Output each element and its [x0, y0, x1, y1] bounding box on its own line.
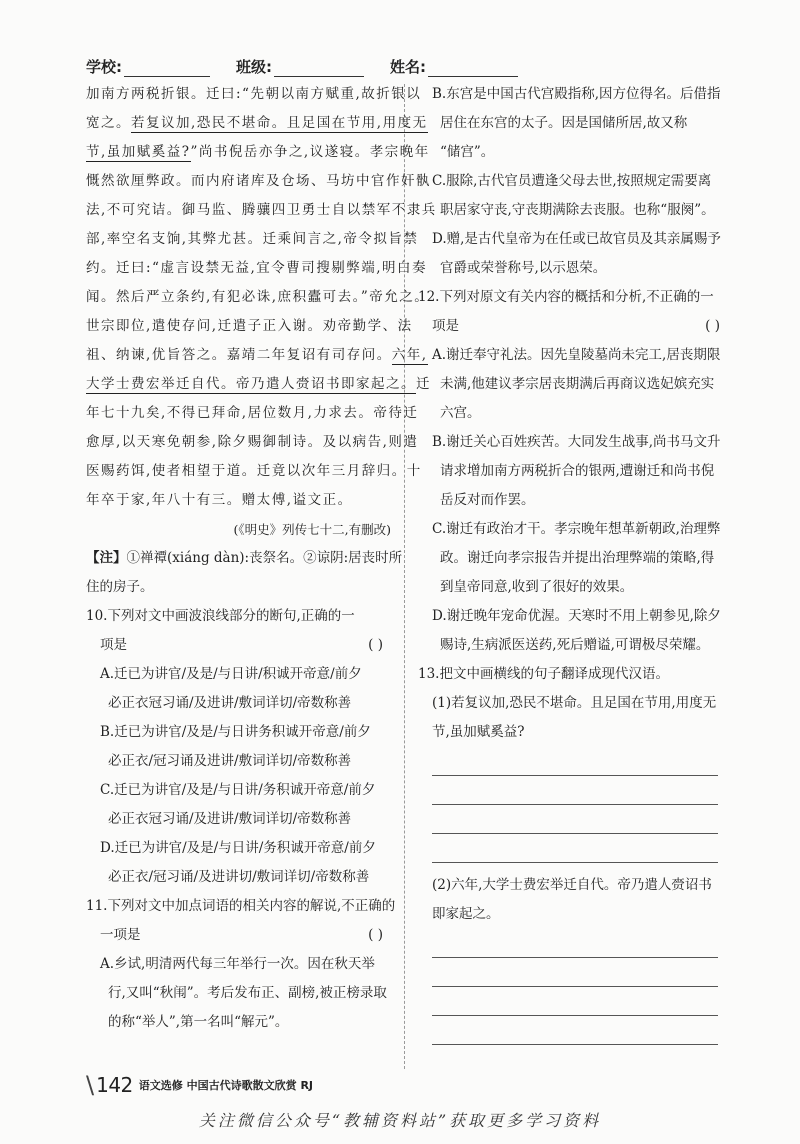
bottom-promo-text: 关注微信公众号“教辅资料站”获取更多学习资料: [198, 1111, 602, 1130]
q11-option-a[interactable]: A.乡试,明清两代每三年举行一次。因在秋天举: [100, 956, 375, 972]
q12-answer-bracket[interactable]: ( ): [705, 318, 720, 334]
class-field[interactable]: [236, 56, 364, 77]
question-10: [86, 602, 391, 892]
q12-option-d-cont: 赐诗,生病派医送药,死后赠谥,可谓极尽荣耀。: [440, 637, 710, 653]
q12-option-d[interactable]: D.谢迁晚年宠命优渥。天寒时不用上朝参见,除夕: [432, 608, 721, 624]
q10-option-b-cont: 必正衣/冠习诵及进讲/敷词详切/帝数称善: [108, 753, 352, 769]
school-label: 学校:: [86, 58, 122, 76]
q11-stem-row: [86, 921, 391, 950]
q11-option-b-cont: “储宫”。: [440, 144, 495, 160]
name-field[interactable]: [390, 56, 518, 77]
passage-line: 部,率空名支饷,其弊尤甚。迁乘间言之,帝令拟旨禁: [86, 231, 419, 247]
right-column: [418, 80, 728, 1045]
q13-sentence-1: (1)若复议加,恐民不堪命。且足国在节用,用度无: [432, 695, 717, 711]
q12-option-b-cont: 请求增加南方两税折合的银两,遭谢迁和尚书倪: [440, 463, 715, 479]
q13-answer-line-2[interactable]: [432, 1016, 718, 1045]
q11-option-d-cont: 官爵或荣誉称号,以示恩荣。: [440, 260, 607, 276]
question-11: [86, 892, 396, 1037]
q10-option-c[interactable]: C.迁已为讲官/及是/与日讲/务积诚开帝意/前夕: [100, 782, 376, 798]
student-info-header: [86, 50, 726, 80]
underlined-sentence-2-end: 大学士费宏举迁自代。帝乃遣人赍诏书即家起之。: [86, 376, 416, 392]
passage-text: 祖、纳谏,优旨答之。嘉靖二年复诏有司存问。: [86, 347, 392, 363]
page-number: 142: [96, 1073, 133, 1097]
passage-line: [86, 370, 431, 399]
q13-sentence-2: (2)六年,大学士费宏举迁自代。帝乃遣人赍诏书: [432, 877, 712, 893]
passage-line: 年七十九矣,不得已拜命,居位数月,力求去。帝待迁: [86, 405, 419, 421]
passage-line: 加南方两税折银。迁曰:“先朝以南方赋重,故折银以: [86, 86, 422, 102]
q13-answer-line-2[interactable]: [432, 958, 718, 987]
q13-answer-line-1[interactable]: [432, 805, 718, 834]
q12-stem-row: [418, 312, 728, 341]
passage-line: 愈厚,以天寒免朝参,除夕赐御制诗。及以病告,则遣: [86, 434, 419, 450]
q11-option-a-cont: 行,又叫“秋闱”。考后发布正、副榜,被正榜录取: [108, 985, 387, 1001]
q11-answer-bracket[interactable]: ( ): [368, 927, 383, 943]
q10-option-a[interactable]: A.迁已为讲官/及是/与日讲/积诚开帝意/前夕: [100, 666, 362, 682]
q13-answer-line-1[interactable]: [432, 834, 718, 863]
q10-option-a-cont: 必正衣冠习诵/及进讲/敷词详切/帝数称善: [108, 695, 352, 711]
q13-answer-line-1[interactable]: [432, 776, 718, 805]
note-line: [86, 544, 403, 573]
left-column: [86, 80, 437, 1037]
q13-answer-line-2[interactable]: [432, 929, 718, 958]
passage-line: [86, 109, 428, 138]
q11-stem-end: 一项是: [100, 927, 141, 943]
q11-option-b-cont: 居住在东宫的太子。因是国储所居,故又称: [440, 115, 688, 131]
q12-option-a-cont: 六宫。: [440, 405, 481, 421]
q10-stem-row: [86, 631, 391, 660]
book-title: 语文选修 中国古代诗歌散文欣赏 RJ: [138, 1079, 314, 1092]
q12-stem: 12.下列对原文有关内容的概括和分析,不正确的一: [418, 289, 714, 305]
q13-sentence-1-cont: 节,虽加赋奚益?: [432, 724, 525, 740]
underlined-sentence-2: 六年,: [391, 347, 428, 363]
class-blank[interactable]: [274, 60, 364, 77]
q13-stem: 13.把文中画横线的句子翻译成现代汉语。: [418, 666, 669, 682]
passage-line: 约。迁曰:“虚言设禁无益,宜令曹司搜剔弊端,明白奏: [86, 260, 428, 276]
note-text: ①禅禫(xiáng dàn):丧祭名。②谅阴:居丧时所: [126, 550, 403, 566]
passage-line: 医赐药饵,使者相望于道。迁竟以次年三月辞归。十: [86, 463, 422, 479]
q11-option-c[interactable]: C.服除,古代官员遭逢父母去世,按照规定需要离: [432, 173, 712, 189]
q10-option-c-cont: 必正衣冠习诵/及进讲/敷词详切/帝数称善: [108, 811, 352, 827]
q12-option-a-cont: 未满,他建议孝宗居丧期满后再商议选妃嫔充实: [440, 376, 715, 392]
q10-stem: 10.下列对文中画波浪线部分的断句,正确的一: [86, 608, 355, 624]
q11-option-a-cont: 的称“举人”,第一名叫“解元”。: [108, 1014, 289, 1030]
q11-option-d[interactable]: D.赠,是古代皇帝为在任或已故官员及其亲属赐予: [432, 231, 721, 247]
passage-text: 迁: [416, 376, 431, 392]
passage-line: [86, 341, 428, 370]
passage-line: 法,不可究诘。御马监、腾骧四卫勇士自以禁军不隶兵: [86, 202, 437, 218]
note-label: 【注】: [86, 550, 127, 566]
name-label: 姓名:: [390, 58, 426, 76]
q10-stem-end: 项是: [100, 637, 127, 653]
passage-source: (《明史》列传七十二,有删改): [233, 522, 391, 537]
passage: [86, 80, 437, 515]
q12-option-a[interactable]: A.谢迁奉守礼法。因先皇陵墓尚未完工,居丧期限: [432, 347, 721, 363]
q13-answer-line-2[interactable]: [432, 987, 718, 1016]
q12-option-c-cont: 到皇帝同意,收到了很好的效果。: [440, 579, 634, 595]
q10-answer-bracket[interactable]: ( ): [368, 637, 383, 653]
school-blank[interactable]: [124, 60, 210, 77]
passage-text: ”尚书倪岳亦争之,议遂寝。孝宗晚年: [190, 144, 430, 160]
passage-line: 年卒于家,年八十有三。赠太傅,谥文正。: [86, 492, 353, 508]
page-footer: [86, 1072, 313, 1098]
q12-option-c[interactable]: C.谢迁有政治才干。孝宗晚年想革新朝政,治理弊: [432, 521, 721, 537]
q10-option-d-cont: 必正衣/冠习诵/及进讲切/敷词详切/帝数称善: [108, 869, 370, 885]
q11-option-c-cont: 职居家守丧,守丧期满除去丧服。也称“服阕”。: [440, 202, 715, 218]
q10-option-d[interactable]: D.迁已为讲官/及是/与日讲/务积诚开帝意/前夕: [100, 840, 376, 856]
passage-line: 慨然欲厘弊政。而内府诸库及仓场、马坊中官作奸骫: [86, 173, 431, 189]
q13-answer-line-1[interactable]: [432, 747, 718, 776]
note-line: 住的房子。: [86, 579, 154, 595]
passage-text: 宽之。: [86, 115, 131, 131]
q12-option-b[interactable]: B.谢迁关心百姓疾苦。大同发生战事,尚书马文升: [432, 434, 721, 450]
underlined-sentence-1-end: 节,虽加赋奚益?: [86, 144, 191, 160]
q11-stem: 11.下列对文中加点词语的相关内容的解说,不正确的: [86, 898, 396, 914]
passage-line: 闻。然后严立条约,有犯必诛,庶积蠹可去。”帝允之。: [86, 289, 430, 305]
page-slash-mark: \: [86, 1071, 95, 1099]
school-field[interactable]: [86, 56, 210, 77]
underlined-sentence-1: 若复议加,恐民不堪命。且足国在节用,用度无: [131, 115, 428, 131]
name-blank[interactable]: [428, 60, 518, 77]
q11-option-b[interactable]: B.东宫是中国古代宫殿指称,因方位得名。后借指: [432, 86, 721, 102]
passage-line: 世宗即位,遣使存问,迁遣子正入谢。劝帝勤学、法: [86, 318, 413, 334]
question-12: [418, 283, 728, 660]
q12-option-b-cont: 岳反对而作罢。: [440, 492, 535, 508]
q12-stem-end: 项是: [432, 318, 459, 334]
q12-option-c-cont: 政。谢迁向孝宗报告并提出治理弊端的策略,得: [440, 550, 715, 566]
passage-line: [86, 138, 430, 167]
question-13: [418, 660, 728, 1045]
q13-sentence-2-cont: 即家起之。: [432, 906, 500, 922]
class-label: 班级:: [236, 58, 272, 76]
q10-option-b[interactable]: B.迁已为讲官/及是/与日讲务积诚开帝意/前夕: [100, 724, 371, 740]
